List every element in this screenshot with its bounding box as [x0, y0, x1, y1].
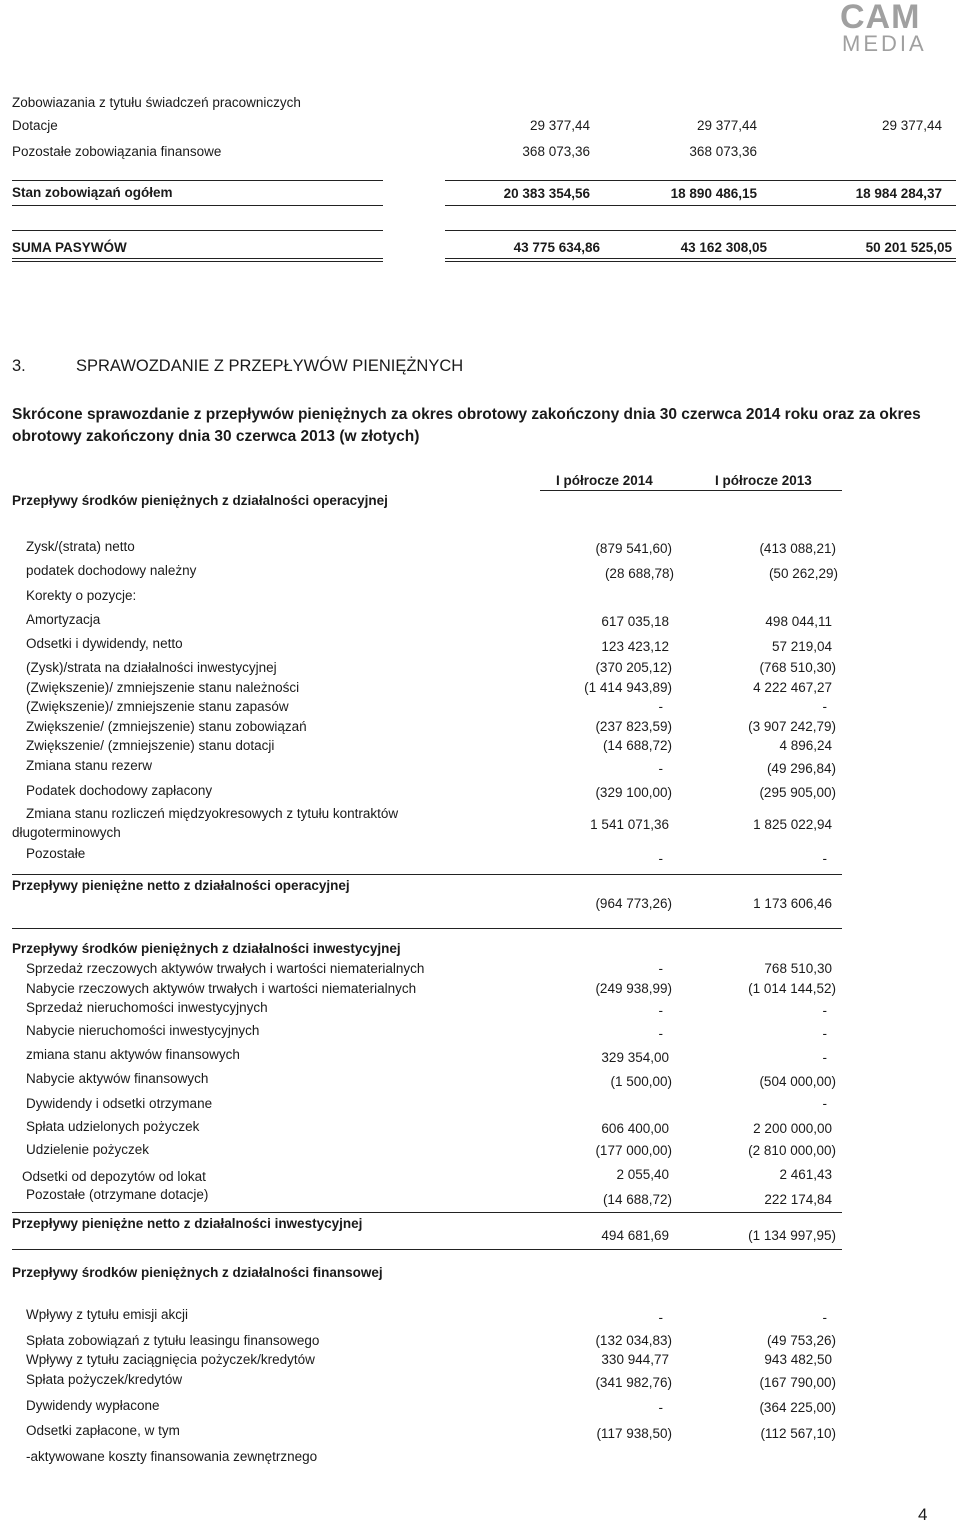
table-cell: (177 000,00) [595, 1143, 672, 1158]
divider [12, 180, 383, 181]
divider [12, 230, 383, 231]
table-row-label: Odsetki zapłacone, w tym [26, 1423, 180, 1438]
table-cell: - [822, 1003, 827, 1018]
table-cell: (1 414 943,89) [584, 680, 672, 695]
table-cell: - [822, 1310, 827, 1325]
table-row-label: Podatek dochodowy zapłacony [26, 783, 213, 798]
operating-net-label: Przepływy pieniężne netto z działalności operacyjnej [12, 878, 350, 893]
table-row-label: Zobowiazania z tytułu świadczeń pracowniczych [12, 95, 301, 110]
table-row-label: Spłata zobowiązań z tytułu leasingu finansowego [26, 1333, 320, 1348]
table-cell: 768 510,30 [764, 961, 832, 976]
table-cell: (364 225,00) [759, 1400, 836, 1415]
table-row-label: Amortyzacja [26, 612, 101, 627]
divider [445, 258, 956, 259]
table-row-label: Sprzedaż nieruchomości inwestycyjnych [26, 1000, 268, 1015]
table-row-label: Korekty o pozycje: [26, 588, 137, 603]
table-cell: (249 938,99) [595, 981, 672, 996]
table-cell: (413 088,21) [759, 541, 836, 556]
table-row-label: Dotacje [12, 118, 58, 133]
table-row-label: Odsetki od depozytów od lokat [22, 1169, 206, 1184]
table-row-label: Wpływy z tytułu emisji akcji [26, 1307, 189, 1322]
operating-activities-header: Przepływy środków pieniężnych z działalności operacyjnej [12, 493, 388, 508]
table-cell: 2 461,43 [779, 1167, 832, 1182]
total-liabilities-value: 18 890 486,15 [670, 186, 757, 201]
table-cell: 1 825 022,94 [753, 817, 832, 832]
table-row-label: podatek dochodowy należny [26, 563, 197, 578]
table-row-label: Nabycie rzeczowych aktywów trwałych i wartości niematerialnych [26, 981, 417, 996]
table-cell: (1 014 144,52) [748, 981, 836, 996]
table-row-label: Pozostałe zobowiązania finansowe [12, 144, 222, 159]
table-cell: - [658, 1003, 663, 1018]
table-row-label: Pozostałe (otrzymane dotacje) [26, 1187, 209, 1202]
table-cell: (329 100,00) [595, 785, 672, 800]
total-liabilities-equity-value: 43 775 634,86 [513, 240, 600, 255]
page-number: 4 [918, 1505, 928, 1524]
divider [445, 180, 956, 181]
table-cell: 222 174,84 [764, 1192, 832, 1207]
table-cell: (28 688,78) [604, 566, 674, 581]
table-cell: (768 510,30) [759, 660, 836, 675]
table-cell: (504 000,00) [759, 1074, 836, 1089]
table-cell: (14 688,72) [602, 738, 672, 753]
divider [540, 490, 842, 491]
cam-media-logo [840, 0, 932, 58]
divider [12, 258, 383, 259]
table-row-label: Zysk/(strata) netto [26, 539, 135, 554]
divider [445, 261, 956, 262]
table-cell: 4 222 467,27 [753, 680, 832, 695]
table-cell: 606 400,00 [601, 1121, 669, 1136]
total-liabilities-equity-value: 43 162 308,05 [680, 240, 767, 255]
divider [12, 874, 842, 875]
table-cell: - [822, 699, 827, 714]
table-cell: 29 377,44 [529, 118, 590, 133]
table-row-label: Zwiększenie/ (zmniejszenie) stanu zobowiązań [26, 719, 307, 734]
section-subtitle: Skrócone sprawozdanie z przepływów pieniężnych za okres obrotowy zakończony dnia 30 czerwca 2014 roku oraz za okres obrotowy zakończony dnia 30 czerwca 2013 (w złotych) [12, 406, 921, 445]
table-cell: - [658, 761, 663, 776]
table-cell: (50 262,29) [768, 566, 838, 581]
table-cell: 29 377,44 [696, 118, 757, 133]
total-liabilities-equity-label: SUMA PASYWÓW [12, 240, 127, 255]
table-cell: 368 073,36 [689, 144, 757, 159]
table-cell: 123 423,12 [601, 639, 669, 654]
table-row-label: Zwiększenie/ (zmniejszenie) stanu dotacji [26, 738, 275, 753]
table-row-label: (Zysk)/strata na działalności inwestycyjnej [26, 660, 277, 675]
table-cell: - [822, 1050, 827, 1065]
table-cell: 617 035,18 [601, 614, 669, 629]
table-cell: 2 055,40 [616, 1167, 669, 1182]
section-number: 3. [12, 357, 26, 375]
table-cell: - [658, 1400, 663, 1415]
table-row-label-continuation: długoterminowych [12, 825, 121, 840]
total-liabilities-value: 18 984 284,37 [855, 186, 942, 201]
table-cell: - [658, 699, 663, 714]
divider [12, 205, 383, 206]
table-cell: 368 073,36 [522, 144, 590, 159]
divider [12, 1212, 842, 1213]
table-row-label: Spłata udzielonych pożyczek [26, 1119, 200, 1134]
table-cell: - [822, 1096, 827, 1111]
table-cell: (112 567,10) [760, 1426, 836, 1441]
table-row-label: Wpływy z tytułu zaciągnięcia pożyczek/kredytów [26, 1352, 315, 1367]
table-row-label: Dywidendy wypłacone [26, 1398, 160, 1413]
table-cell: (132 034,83) [595, 1333, 672, 1348]
table-cell: (2 810 000,00) [748, 1143, 836, 1158]
table-cell: - [822, 851, 827, 866]
table-cell: (237 823,59) [595, 719, 672, 734]
logo-line-media: MEDIA [842, 31, 927, 56]
financing-activities-header: Przepływy środków pieniężnych z działalności finansowej [12, 1265, 383, 1280]
operating-net-value: 1 173 606,46 [753, 896, 832, 911]
table-row-label: (Zwiększenie)/ zmniejszenie stanu zapasów [26, 699, 289, 714]
total-liabilities-equity-value: 50 201 525,05 [865, 240, 952, 255]
divider [445, 230, 956, 231]
section-title: SPRAWOZDANIE Z PRZEPŁYWÓW PIENIĘŻNYCH [76, 357, 464, 375]
table-cell: - [658, 961, 663, 976]
table-cell: (370 205,12) [595, 660, 672, 675]
column-header-2013: I półrocze 2013 [715, 473, 812, 488]
table-cell: 29 377,44 [881, 118, 942, 133]
table-cell: (1 500,00) [610, 1074, 672, 1089]
column-header-2014: I półrocze 2014 [556, 473, 653, 488]
table-cell: (879 541,60) [595, 541, 672, 556]
table-cell: 57 219,04 [771, 639, 832, 654]
table-cell: - [658, 851, 663, 866]
table-row-label: zmiana stanu aktywów finansowych [26, 1047, 240, 1062]
table-cell: (117 938,50) [596, 1426, 672, 1441]
table-row-label: Nabycie nieruchomości inwestycyjnych [26, 1023, 260, 1038]
table-row-label: -aktywowane koszty finansowania zewnętrznego [26, 1449, 318, 1464]
table-row-label: Zmiana stanu rozliczeń międzyokresowych z tytułu kontraktów [26, 806, 399, 821]
table-cell: (3 907 242,79) [748, 719, 836, 734]
table-cell: (295 905,00) [759, 785, 836, 800]
table-cell: 498 044,11 [765, 614, 832, 629]
table-cell: 1 541 071,36 [590, 817, 669, 832]
total-liabilities-value: 20 383 354,56 [503, 186, 590, 201]
table-row-label: Zmiana stanu rezerw [26, 758, 153, 773]
divider [445, 205, 956, 206]
table-cell: - [658, 1026, 663, 1041]
table-cell: 4 896,24 [779, 738, 832, 753]
table-cell: (49 753,26) [766, 1333, 836, 1348]
total-liabilities-label: Stan zobowiązań ogółem [12, 185, 173, 200]
table-cell: (167 790,00) [759, 1375, 836, 1390]
investing-net-value: (1 134 997,95) [748, 1228, 836, 1243]
table-cell: (49 296,84) [766, 761, 836, 776]
table-cell: (341 982,76) [595, 1375, 672, 1390]
table-row-label: (Zwiększenie)/ zmniejszenie stanu należności [26, 680, 300, 695]
investing-net-value: 494 681,69 [601, 1228, 669, 1243]
logo-line-cam: CAM [840, 0, 921, 36]
divider [12, 1249, 842, 1250]
table-row-label: Sprzedaż rzeczowych aktywów trwałych i wartości niematerialnych [26, 961, 425, 976]
table-cell: 2 200 000,00 [753, 1121, 832, 1136]
table-cell: - [658, 1310, 663, 1325]
table-row-label: Dywidendy i odsetki otrzymane [26, 1096, 213, 1111]
investing-activities-header: Przepływy środków pieniężnych z działalności inwestycyjnej [12, 941, 401, 956]
table-row-label: Odsetki i dywidendy, netto [26, 636, 183, 651]
table-cell: (14 688,72) [602, 1192, 672, 1207]
table-cell: 329 354,00 [601, 1050, 669, 1065]
table-row-label: Pozostałe [26, 846, 86, 861]
divider [12, 928, 842, 929]
table-cell: 330 944,77 [601, 1352, 669, 1367]
table-cell: 943 482,50 [764, 1352, 832, 1367]
operating-net-value: (964 773,26) [595, 896, 672, 911]
table-row-label: Spłata pożyczek/kredytów [26, 1372, 183, 1387]
divider [12, 261, 383, 262]
table-row-label: Udzielenie pożyczek [26, 1142, 150, 1157]
investing-net-label: Przepływy pieniężne netto z działalności inwestycyjnej [12, 1216, 363, 1231]
table-cell: - [822, 1026, 827, 1041]
table-row-label: Nabycie aktywów finansowych [26, 1071, 209, 1086]
